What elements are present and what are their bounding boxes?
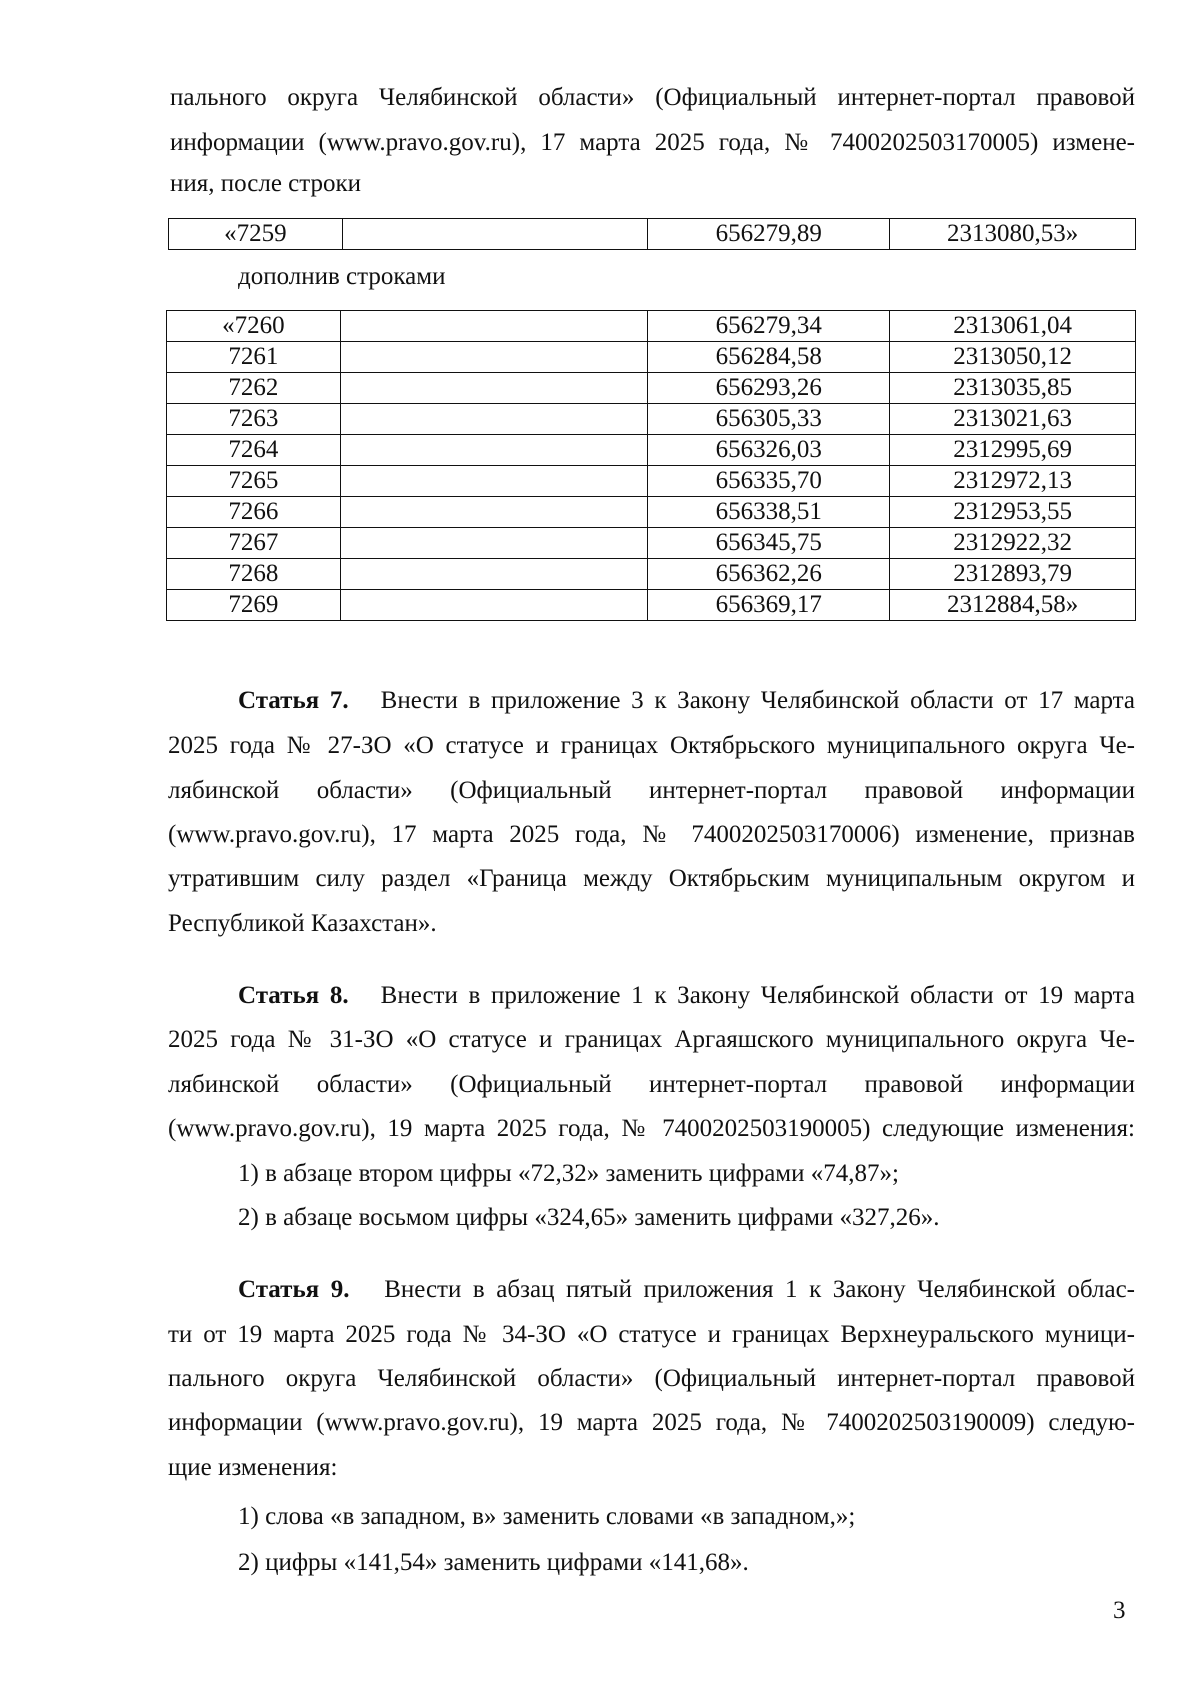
point-number-cell: 7268 [167, 559, 341, 590]
article-9-first-line [238, 1275, 1135, 1305]
article-8-first-line [238, 981, 1135, 1011]
y-coordinate-cell: 2313050,12 [890, 342, 1136, 373]
x-coordinate-cell: 656305,33 [648, 404, 890, 435]
table-row [167, 435, 1136, 466]
article-8-line: лябинской области» (Официальный интернет-портал правовой информации [168, 1071, 1135, 1098]
x-coordinate-cell: 656279,34 [648, 311, 890, 342]
x-coordinate-cell: 656335,70 [648, 466, 890, 497]
intro-line-1: пального округа Челябинской области» (Официальный интернет-портал правовой [170, 84, 1135, 111]
article-7-line: утратившим силу раздел «Граница между Октябрьским муниципальным округом и [168, 865, 1135, 892]
article-7-first-line [238, 686, 1135, 716]
x-coordinate-cell: 656279,89 [648, 219, 890, 250]
point-number-cell: 7266 [167, 497, 341, 528]
table-row [167, 404, 1136, 435]
page-number: 3 [1113, 1597, 1126, 1624]
table-row [167, 497, 1136, 528]
point-name-cell [340, 404, 648, 435]
article-9-line: информации (www.pravo.gov.ru), 19 марта 2025 года, № 7400202503190009) следую- [168, 1409, 1135, 1436]
y-coordinate-cell: 2312953,55 [890, 497, 1136, 528]
x-coordinate-cell: 656284,58 [648, 342, 890, 373]
y-coordinate-cell: 2312893,79 [890, 559, 1136, 590]
y-coordinate-cell: 2312884,58» [890, 590, 1136, 621]
article-9-item: 2) цифры «141,54» заменить цифрами «141,68». [238, 1549, 749, 1576]
x-coordinate-cell: 656362,26 [648, 559, 890, 590]
article-8-line: (www.pravo.gov.ru), 19 марта 2025 года, № 7400202503190005) следующие изменения: [168, 1115, 1135, 1142]
article-7-line: 2025 года № 27-ЗО «О статусе и границах Октябрьского муниципального округа Че- [168, 732, 1135, 759]
article-7-line: Республикой Казахстан». [168, 910, 437, 937]
point-name-cell [340, 466, 648, 497]
article-9-heading: Статья 9. [238, 1276, 350, 1303]
article-8-item: 1) в абзаце втором цифры «72,32» заменить цифрами «74,87»; [238, 1160, 899, 1187]
article-7-intro: Внести в приложение 3 к Закону Челябинской области от 17 марта [380, 687, 1136, 714]
y-coordinate-cell: 2312922,32 [890, 528, 1136, 559]
coordinates-table-added [166, 310, 1136, 621]
point-name-cell [340, 559, 648, 590]
table-row [169, 219, 1136, 250]
point-name-cell [340, 528, 648, 559]
point-number-cell: 7263 [167, 404, 341, 435]
point-number-cell: 7267 [167, 528, 341, 559]
point-name-cell [340, 311, 648, 342]
table-row [167, 311, 1136, 342]
intro-line-2: информации (www.pravo.gov.ru), 17 марта 2025 года, № 7400202503170005) измене- [170, 129, 1135, 156]
point-number-cell: «7259 [169, 219, 343, 250]
intro-line-3: ния, после строки [170, 170, 362, 197]
article-8-line: 2025 года № 31-ЗО «О статусе и границах Аргаяшского муниципального округа Че- [168, 1026, 1135, 1053]
article-9-intro: Внести в абзац пятый приложения 1 к Закону Челябинской облас- [384, 1276, 1135, 1303]
point-name-cell [340, 373, 648, 404]
x-coordinate-cell: 656338,51 [648, 497, 890, 528]
article-7-line: (www.pravo.gov.ru), 17 марта 2025 года, № 7400202503170006) изменение, признав [168, 821, 1135, 848]
y-coordinate-cell: 2312972,13 [890, 466, 1136, 497]
y-coordinate-cell: 2313061,04 [890, 311, 1136, 342]
article-8-heading: Статья 8. [238, 982, 349, 1009]
article-9-line: щие изменения: [168, 1454, 338, 1481]
point-number-cell: 7261 [167, 342, 341, 373]
y-coordinate-cell: 2313021,63 [890, 404, 1136, 435]
table-row [167, 559, 1136, 590]
point-name-cell [340, 497, 648, 528]
article-9-line: ти от 19 марта 2025 года № 34-ЗО «О статусе и границах Верхнеуральского муници- [168, 1321, 1135, 1348]
point-name-cell [340, 435, 648, 466]
article-7-line: лябинской области» (Официальный интернет-портал правовой информации [168, 777, 1135, 804]
point-name-cell [340, 590, 648, 621]
x-coordinate-cell: 656293,26 [648, 373, 890, 404]
point-name-cell [342, 219, 648, 250]
y-coordinate-cell: 2313035,85 [890, 373, 1136, 404]
table-row [167, 342, 1136, 373]
x-coordinate-cell: 656345,75 [648, 528, 890, 559]
point-number-cell: 7264 [167, 435, 341, 466]
table-row [167, 590, 1136, 621]
table-row [167, 373, 1136, 404]
table-row [167, 528, 1136, 559]
article-9-item: 1) слова «в западном, в» заменить словами «в западном,»; [238, 1503, 856, 1530]
article-8-item: 2) в абзаце восьмом цифры «324,65» заменить цифрами «327,26». [238, 1204, 940, 1231]
point-number-cell: 7265 [167, 466, 341, 497]
point-number-cell: 7262 [167, 373, 341, 404]
y-coordinate-cell: 2313080,53» [890, 219, 1136, 250]
coordinates-table-before [168, 218, 1136, 250]
x-coordinate-cell: 656369,17 [648, 590, 890, 621]
x-coordinate-cell: 656326,03 [648, 435, 890, 466]
point-number-cell: 7269 [167, 590, 341, 621]
table-row [167, 466, 1136, 497]
added-rows-body [167, 311, 1136, 621]
point-number-cell: «7260 [167, 311, 341, 342]
article-8-intro: Внести в приложение 1 к Закону Челябинской области от 19 марта [380, 982, 1136, 1009]
addition-label: дополнив строками [238, 263, 446, 290]
article-9-line: пального округа Челябинской области» (Официальный интернет-портал правовой [168, 1365, 1135, 1392]
y-coordinate-cell: 2312995,69 [890, 435, 1136, 466]
point-name-cell [340, 342, 648, 373]
article-7-heading: Статья 7. [238, 687, 349, 714]
